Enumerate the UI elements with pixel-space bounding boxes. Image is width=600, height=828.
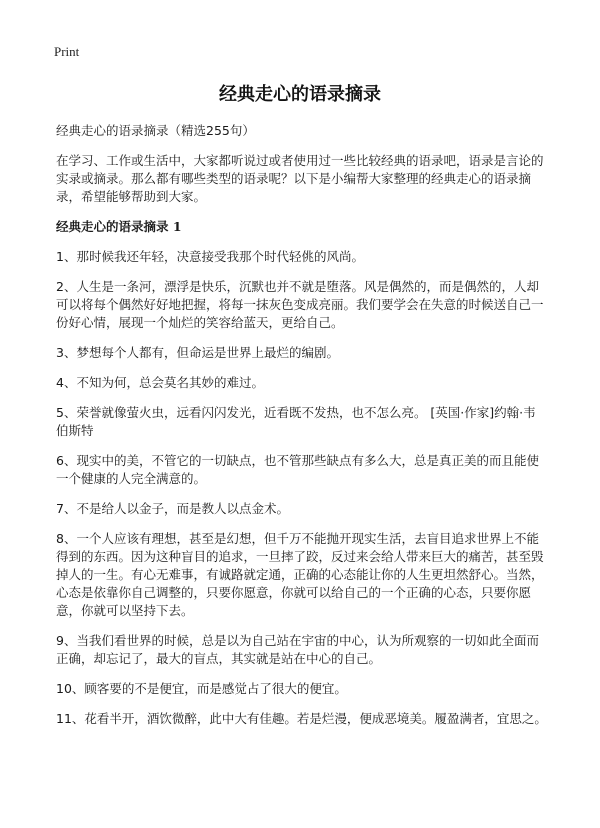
article-subtitle: 经典走心的语录摘录（精选255句） <box>56 123 255 138</box>
quote-item: 7、不是给人以金子，而是教人以点金术。 <box>56 501 289 516</box>
quote-item: 2、人生是一条河，漂浮是快乐，沉默也并不就是堕落。风是偶然的，而是偶然的，人却可以将每个偶然好好地把握，将每一抹灰色变成亮丽。我们要学会在失意的时候送自己一份好心情，展现一个灿烂的笑容给蓝天，更给自己。 <box>56 279 544 330</box>
quote-item: 11、花看半开，酒饮微醉，此中大有佳趣。若是烂漫，便成恶境美。履盈满者，宜思之。 <box>56 711 547 726</box>
print-link[interactable]: Print <box>54 44 80 59</box>
quote-item: 3、梦想每个人都有，但命运是世界上最烂的编剧。 <box>56 345 339 360</box>
section-heading: 经典走心的语录摘录 1 <box>56 219 182 234</box>
quote-item: 8、一个人应该有理想，甚至是幻想，但千万不能抛开现实生活，去盲目追求世界上不能得到的东西。因为这种盲目的追求，一旦摔了跤，反过来会给人带来巨大的痛苦，甚至毁掉人的一生。有心无难事，有诚路就定通，正确的心态能让你的人生更坦然舒心。当然，心态是依靠你自己调整的，只要你愿意，你就可以给自己的一个正确的心态，只要你愿意，你就可以坚持下去。 <box>56 531 544 618</box>
quote-item: 6、现实中的美，不管它的一切缺点，也不管那些缺点有多么大，总是真正美的而且能使一个健康的人完全满意的。 <box>56 453 539 486</box>
quote-item: 1、那时候我还年轻，决意接受我那个时代轻佻的风尚。 <box>56 249 364 264</box>
page-title: 经典走心的语录摘录 <box>219 84 381 105</box>
quote-item: 5、荣誉就像萤火虫，远看闪闪发光，近看既不发热，也不怎么亮。 [英国·作家]约翰·韦伯斯特 <box>56 405 536 438</box>
article-body <box>56 122 548 740</box>
quote-item: 4、不知为何，总会莫名其妙的难过。 <box>56 375 264 390</box>
quote-item: 9、当我们看世界的时候，总是以为自己站在宇宙的中心，认为所观察的一切如此全面而正确，却忘记了，最大的盲点，其实就是站在中心的自己。 <box>56 633 539 666</box>
quote-item: 10、顾客要的不是便宜，而是感觉占了很大的便宜。 <box>56 681 347 696</box>
intro-paragraph: 在学习、工作或生活中，大家都听说过或者使用过一些比较经典的语录吧，语录是言论的实录或摘录。那么都有哪些类型的语录呢？以下是小编帮大家整理的经典走心的语录摘录，希望能够帮助到大家。 <box>56 153 544 204</box>
